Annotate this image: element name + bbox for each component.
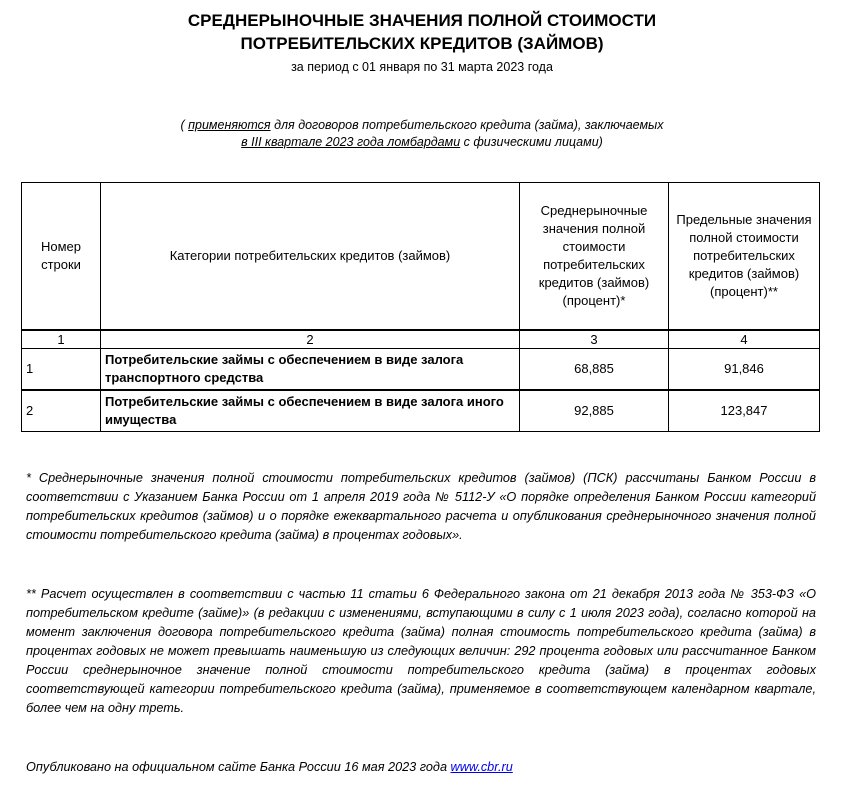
row-index: 1	[22, 349, 101, 391]
table-row	[22, 349, 820, 391]
period-subtitle: за период с 01 января по 31 марта 2023 года	[291, 60, 553, 74]
publication-text: Опубликовано на официальном сайте Банка России 16 мая 2023 года	[26, 760, 451, 774]
note-line2-rest: с физическими лицами)	[460, 135, 603, 149]
table-header-row	[22, 183, 820, 331]
row-limit-value: 91,846	[669, 349, 820, 391]
page-title	[0, 9, 844, 55]
publication-note	[26, 760, 513, 774]
column-number: 2	[101, 330, 520, 349]
header-category: Категории потребительских кредитов (займов)	[101, 183, 520, 331]
row-average-value: 68,885	[520, 349, 669, 391]
note-apply-word: применяются	[188, 118, 271, 132]
header-average-value: Среднерыночные значения полной стоимости потребительских кредитов (займов) (процент)*	[520, 183, 669, 331]
title-line-2: ПОТРЕБИТЕЛЬСКИХ КРЕДИТОВ (ЗАЙМОВ)	[240, 34, 604, 53]
row-category: Потребительские займы с обеспечением в виде залога иного имущества	[101, 390, 520, 432]
column-number: 4	[669, 330, 820, 349]
header-row-number: Номер строки	[22, 183, 101, 331]
footnote-limit: ** Расчет осуществлен в соответствии с частью 11 статьи 6 Федерального закона от 21 декабря 2013 года № 353-ФЗ «О потребительском кредите (займе)» (в редакции с изменениями, вступающими в силу с 1 июля 2023 года), согласно которой на момент заключения договора потребительского кредита (займа) полная стоимость потребительского кредита (займа) в процентах годовых не может превышать наименьшую из следующих величин: 292 процента годовых или рассчитанное Банком России среднерыночное значение полной стоимости потребительского кредита (займа) в процентах годовых соответствующей категории потребительского кредита (займа), применяемое в соответствующем календарном квартале, более чем на одну треть.	[26, 587, 816, 715]
applicability-note	[0, 117, 844, 151]
note-line1-rest: для договоров потребительского кредита (займа), заключаемых	[270, 118, 664, 132]
psk-table	[21, 182, 820, 432]
footnote-average: * Среднерыночные значения полной стоимости потребительских кредитов (займов) (ПСК) рассчитаны Банком России в соответствии с Указанием Банка России от 1 апреля 2019 года № 5112-У «О порядке определения Банком России категорий потребительских кредитов (займов) и о порядке ежеквартального расчета и опубликования среднерыночного значения полной стоимости потребительского кредита (займа) в процентах годовых».	[26, 471, 816, 542]
row-category: Потребительские займы с обеспечением в виде залога транспортного средства	[101, 349, 520, 391]
header-limit-value: Предельные значения полной стоимости потребительских кредитов (займов) (процент)**	[669, 183, 820, 331]
column-number: 1	[22, 330, 101, 349]
table-row	[22, 390, 820, 432]
column-number-row	[22, 330, 820, 349]
title-line-1: СРЕДНЕРЫНОЧНЫЕ ЗНАЧЕНИЯ ПОЛНОЙ СТОИМОСТИ	[187, 11, 657, 30]
note-open: (	[180, 118, 189, 132]
column-number: 3	[520, 330, 669, 349]
row-average-value: 92,885	[520, 390, 669, 432]
cbr-website-link[interactable]: www.cbr.ru	[450, 760, 513, 774]
row-index: 2	[22, 390, 101, 432]
note-quarter-text: в III квартале 2023 года ломбардами	[241, 135, 461, 149]
row-limit-value: 123,847	[669, 390, 820, 432]
